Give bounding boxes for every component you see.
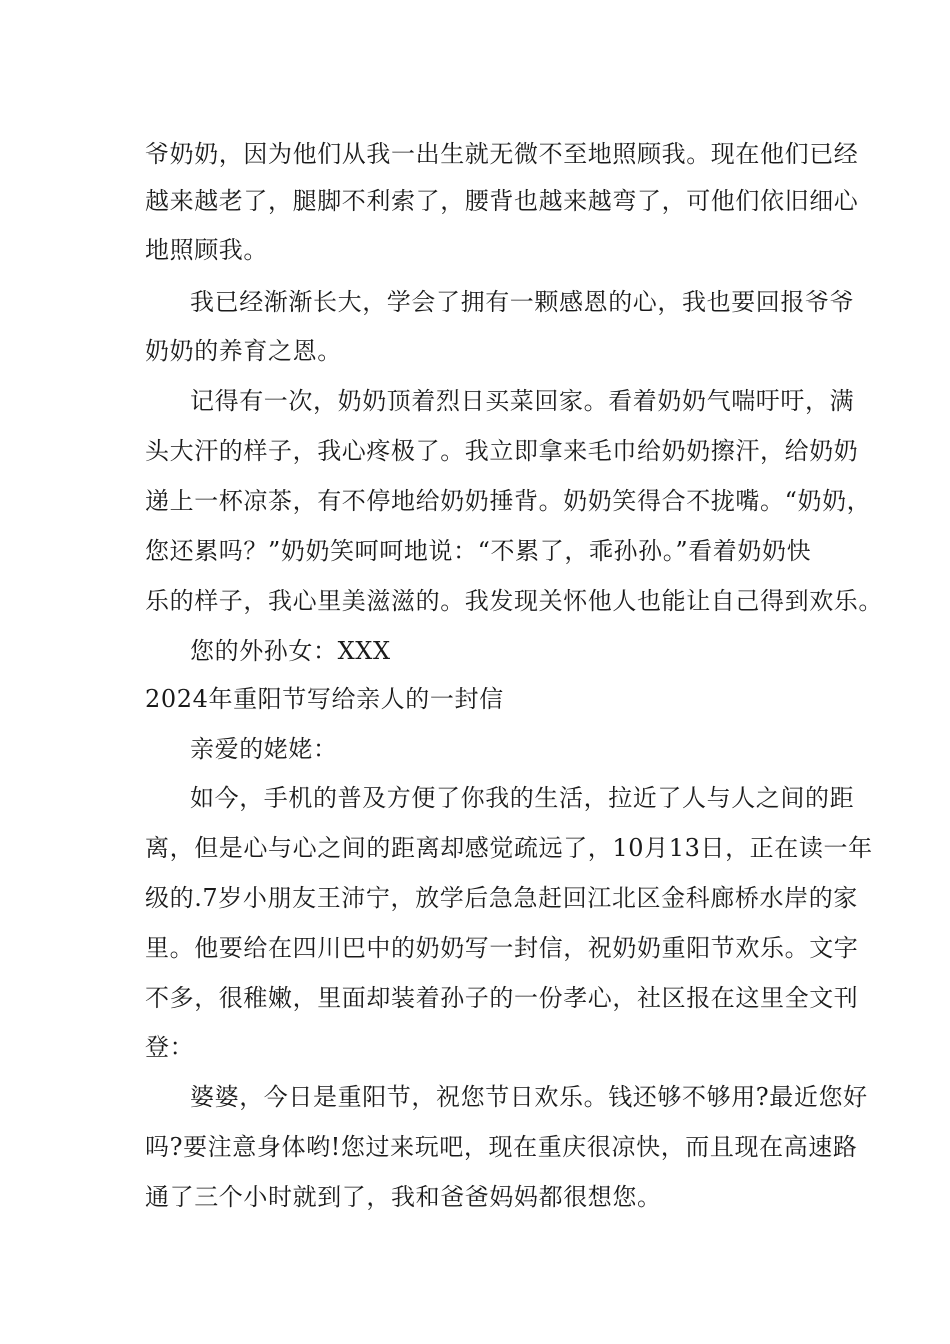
paragraph-line: 地照顾我。 <box>145 236 268 264</box>
paragraph-line: 您还累吗？”奶奶笑呵呵地说：“不累了，乖孙孙。”看着奶奶快 <box>145 537 812 565</box>
paragraph-line: 离，但是心与心之间的距离却感觉疏远了，10月13日，正在读一年 <box>145 834 873 862</box>
paragraph-line: 吗?要注意身体哟!您过来玩吧，现在重庆很凉快，而且现在高速路 <box>145 1133 858 1161</box>
paragraph-line: 通了三个小时就到了，我和爸爸妈妈都很想您。 <box>145 1183 662 1211</box>
paragraph-line: 婆婆，今日是重阳节，祝您节日欢乐。钱还够不够用?最近您好 <box>190 1083 868 1111</box>
paragraph-line: 递上一杯凉茶，有不停地给奶奶捶背。奶奶笑得合不拢嘴。“奶奶， <box>145 487 872 515</box>
paragraph-line: 头大汗的样子，我心疼极了。我立即拿来毛巾给奶奶擦汗，给奶奶 <box>145 437 859 465</box>
letter-signature: 您的外孙女：XXX <box>190 637 391 665</box>
letter-greeting: 亲爱的姥姥： <box>190 735 338 763</box>
paragraph-line: 不多，很稚嫩，里面却装着孙子的一份孝心，社区报在这里全文刊 <box>145 984 859 1012</box>
paragraph-line: 登： <box>145 1033 195 1061</box>
paragraph-line: 里。他要给在四川巴中的奶奶写一封信，祝奶奶重阳节欢乐。文字 <box>145 934 859 962</box>
letter-title: 2024年重阳节写给亲人的一封信 <box>145 685 504 713</box>
paragraph-line: 越来越老了，腿脚不利索了，腰背也越来越弯了，可他们依旧细心 <box>145 187 859 215</box>
paragraph-line: 记得有一次，奶奶顶着烈日买菜回家。看着奶奶气喘吁吁，满 <box>190 387 855 415</box>
paragraph-line: 如今，手机的普及方便了你我的生活，拉近了人与人之间的距 <box>190 784 855 812</box>
paragraph-line: 我已经渐渐长大，学会了拥有一颗感恩的心，我也要回报爷爷 <box>190 288 855 316</box>
paragraph-line: 爷奶奶，因为他们从我一出生就无微不至地照顾我。现在他们已经 <box>145 140 859 168</box>
paragraph-line: 奶奶的养育之恩。 <box>145 337 342 365</box>
paragraph-line: 乐的样子，我心里美滋滋的。我发现关怀他人也能让自己得到欢乐。 <box>145 587 883 615</box>
paragraph-line: 级的.7岁小朋友王沛宁，放学后急急赶回江北区金科廊桥水岸的家 <box>145 884 858 912</box>
